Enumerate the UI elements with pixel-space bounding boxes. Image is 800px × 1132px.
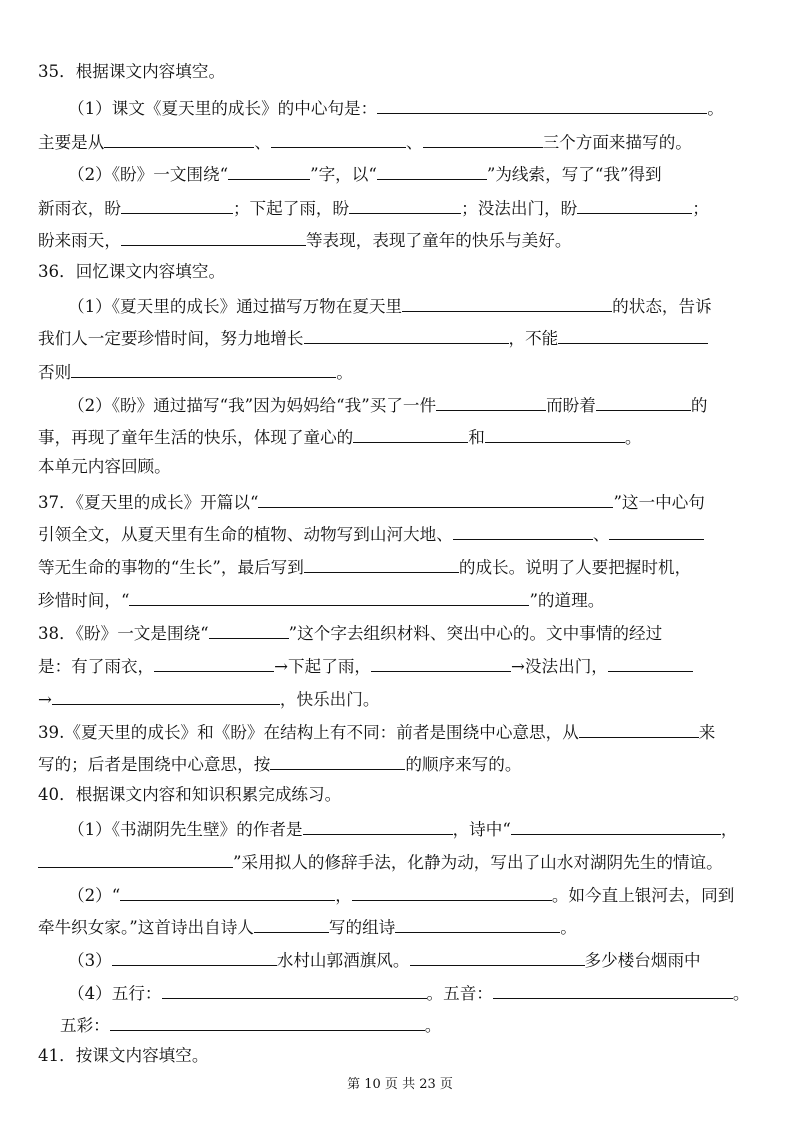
- answer-blank[interactable]: [209, 621, 289, 639]
- question-40-part4-line1: （4）五行： 。五音： 。: [68, 981, 750, 1004]
- question-40-part4-line2: 五彩： 。: [60, 1013, 441, 1036]
- question-40-part2-line2: 牵牛织女家。”这首诗出自诗人 写的组诗 。: [38, 915, 577, 938]
- answer-blank[interactable]: [228, 162, 310, 180]
- answer-blank[interactable]: [453, 522, 593, 540]
- answer-blank[interactable]: [129, 588, 529, 606]
- question-36-part2-line1: （2）《盼》通过描写“我”因为妈妈给“我”买了一件 而盼着 的: [68, 393, 707, 416]
- question-40-part1-line1: （1）《书湖阴先生壁》的作者是 ，诗中“ ，: [68, 817, 737, 840]
- question-40-part2-line1: （2）“ ， 。如今直上银河去，同到: [68, 883, 734, 906]
- answer-blank[interactable]: [353, 425, 468, 443]
- answer-blank[interactable]: [436, 393, 546, 411]
- answer-blank[interactable]: [271, 130, 406, 148]
- question-37-line4: 珍惜时间，“ ”的道理。: [38, 588, 604, 611]
- answer-blank[interactable]: [110, 1013, 425, 1031]
- question-38-line1: 38．《盼》一文是围绕“ ”这个字去组织材料、突出中心的。文中事情的经过: [38, 621, 662, 644]
- question-41-title: 41．按课文内容填空。: [38, 1046, 209, 1065]
- answer-blank[interactable]: [395, 915, 560, 933]
- question-35-part2-line2: 新雨衣，盼 ；下起了雨，盼 ；没法出门，盼 ；: [38, 196, 709, 219]
- answer-blank[interactable]: [112, 948, 277, 966]
- answer-blank[interactable]: [410, 948, 585, 966]
- answer-blank[interactable]: [609, 522, 704, 540]
- answer-blank[interactable]: [304, 555, 459, 573]
- answer-blank[interactable]: [485, 425, 625, 443]
- answer-blank[interactable]: [349, 196, 461, 214]
- question-35-title: 35．根据课文内容填空。: [38, 62, 226, 81]
- question-40-part3: （3） 水村山郭酒旗风。 多少楼台烟雨中: [68, 948, 701, 971]
- answer-blank[interactable]: [38, 850, 233, 868]
- answer-blank[interactable]: [254, 915, 329, 933]
- answer-blank[interactable]: [71, 360, 336, 378]
- question-36-part1-line3: 否则 。: [38, 360, 353, 383]
- answer-blank[interactable]: [258, 490, 613, 508]
- answer-blank[interactable]: [377, 162, 487, 180]
- answer-blank[interactable]: [558, 326, 708, 344]
- answer-blank[interactable]: [120, 883, 335, 901]
- question-35-part1-line1: （1）课文《夏天里的成长》的中心句是： 。: [68, 96, 724, 119]
- question-38-line3: → ，快乐出门。: [38, 687, 379, 710]
- answer-blank[interactable]: [423, 130, 543, 148]
- answer-blank[interactable]: [511, 817, 721, 835]
- question-38-line2: 是：有了雨衣， →下起了雨， →没法出门，: [38, 654, 693, 677]
- answer-blank[interactable]: [270, 752, 405, 770]
- question-35-part2-line3: 盼来雨天， 等表现，表现了童年的快乐与美好。: [38, 228, 571, 251]
- answer-blank[interactable]: [52, 687, 280, 705]
- question-36-title: 36．回忆课文内容填空。: [38, 262, 226, 281]
- question-39-line1: 39.《夏天里的成长》和《盼》在结构上有不同：前者是围绕中心意思，从 来: [38, 720, 715, 743]
- answer-blank[interactable]: [352, 883, 552, 901]
- question-37-line2: 引领全文，从夏天里有生命的植物、动物写到山河大地、 、: [38, 522, 704, 545]
- answer-blank[interactable]: [402, 294, 612, 312]
- question-40-title: 40．根据课文内容和知识积累完成练习。: [38, 785, 342, 804]
- answer-blank[interactable]: [304, 326, 509, 344]
- answer-blank[interactable]: [608, 654, 693, 672]
- answer-blank[interactable]: [121, 196, 233, 214]
- question-35-part1-line2: 主要是从 、 、 三个方面来描写的。: [38, 130, 692, 153]
- answer-blank[interactable]: [596, 393, 691, 411]
- answer-blank[interactable]: [493, 981, 733, 999]
- question-37-line3: 等无生命的事物的“生长”，最后写到 的成长。说明了人要把握时机，: [38, 555, 691, 578]
- page-number-footer: 第 10 页 共 23 页: [347, 1077, 453, 1092]
- question-39-line2: 写的；后者是围绕中心意思，按 的顺序来写的。: [38, 752, 521, 775]
- question-36-part1-line2: 我们人一定要珍惜时间，努力地增长 ，不能: [38, 326, 708, 349]
- answer-blank[interactable]: [154, 654, 274, 672]
- answer-blank[interactable]: [121, 228, 306, 246]
- answer-blank[interactable]: [104, 130, 254, 148]
- unit-review-heading: 本单元内容回顾。: [38, 457, 171, 476]
- question-35-part2-line1: （2）《盼》一文围绕“ ”字，以“ ”为线索，写了“我”得到: [68, 162, 662, 185]
- question-36-part2-line2: 事，再现了童年生活的快乐，体现了童心的 和 。: [38, 425, 641, 448]
- answer-blank[interactable]: [303, 817, 453, 835]
- question-40-part1-line2: ”采用拟人的修辞手法，化静为动，写出了山水对湖阴先生的情谊。: [38, 850, 723, 873]
- answer-blank[interactable]: [371, 654, 511, 672]
- answer-blank[interactable]: [377, 96, 707, 114]
- answer-blank[interactable]: [577, 196, 692, 214]
- question-36-part1-line1: （1）《夏天里的成长》通过描写万物在夏天里 的状态，告诉: [68, 294, 712, 317]
- answer-blank[interactable]: [579, 720, 699, 738]
- question-37-line1: 37．《夏天里的成长》开篇以“ ”这一中心句: [38, 490, 705, 513]
- answer-blank[interactable]: [162, 981, 427, 999]
